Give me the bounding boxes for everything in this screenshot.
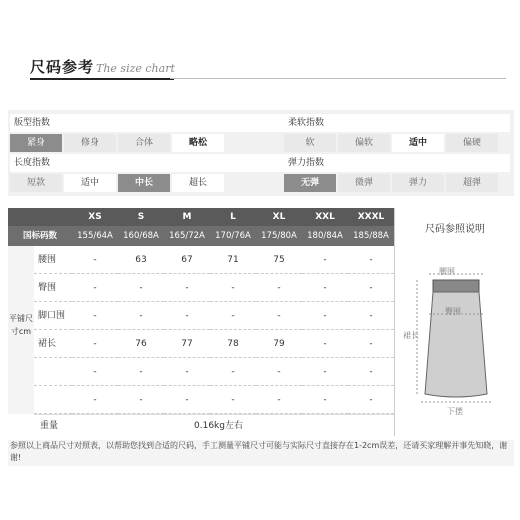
measurement-label: 脚口围 <box>34 302 72 330</box>
measurement-value: - <box>210 358 256 386</box>
size-code: 155/64A <box>72 226 118 246</box>
measurement-value: - <box>256 274 302 302</box>
measurement-label: 腰围 <box>34 246 72 274</box>
measurement-value: - <box>348 386 394 414</box>
measurement-value: - <box>302 330 348 358</box>
size-code: 160/68A <box>118 226 164 246</box>
measurement-value: - <box>164 358 210 386</box>
weight-label: 重量 <box>40 421 59 431</box>
size-header: XL <box>256 208 302 226</box>
measurement-value: - <box>118 386 164 414</box>
softness-index-label: 柔软指数 <box>284 114 510 132</box>
measurement-value: - <box>164 386 210 414</box>
header-divider <box>170 78 506 79</box>
measurement-value: - <box>256 386 302 414</box>
measurement-value: 76 <box>118 330 164 358</box>
fit-option-selected: 略松 <box>172 134 224 152</box>
fit-index-label: 版型指数 <box>10 114 284 132</box>
measurement-value: - <box>348 330 394 358</box>
measurement-value: - <box>72 302 118 330</box>
size-code: 165/72A <box>164 226 210 246</box>
diagram-hem-label: 下摆 <box>447 407 463 416</box>
measurement-value: - <box>210 386 256 414</box>
measurement-value: - <box>118 358 164 386</box>
diagram-waist-label: 腰围 <box>439 267 455 276</box>
size-header: XXL <box>302 208 348 226</box>
measurement-value: - <box>256 358 302 386</box>
fit-option: 紧身 <box>10 134 62 152</box>
measurement-value: - <box>72 246 118 274</box>
measurement-value: - <box>72 386 118 414</box>
section-title: 尺码参考 <box>30 58 95 76</box>
measurement-value: 79 <box>256 330 302 358</box>
size-code: 175/80A <box>256 226 302 246</box>
measurement-value: - <box>348 274 394 302</box>
flat-size-label: 平铺尺寸cm <box>8 246 34 414</box>
fit-option: 修身 <box>64 134 116 152</box>
diagram-hip-label: 臀围 <box>445 307 461 316</box>
measurement-value: - <box>210 274 256 302</box>
size-code: 185/88A <box>348 226 394 246</box>
elasticity-index-label: 弹力指数 <box>284 154 510 172</box>
weight-row <box>34 414 394 436</box>
diagram-title: 尺码参照说明 <box>425 224 485 235</box>
size-header: XXXL <box>348 208 394 226</box>
measurement-value: 63 <box>118 246 164 274</box>
measurement-value: - <box>302 246 348 274</box>
length-option: 超长 <box>172 174 224 192</box>
softness-option-selected: 适中 <box>392 134 444 152</box>
softness-option: 软 <box>284 134 336 152</box>
measurement-value: - <box>72 358 118 386</box>
measurement-label <box>34 386 72 414</box>
elasticity-option: 超弹 <box>446 174 498 192</box>
size-diagram <box>394 208 514 436</box>
measurement-label <box>34 358 72 386</box>
measurement-value: - <box>72 274 118 302</box>
measurement-value: - <box>302 358 348 386</box>
title-underline <box>30 78 174 80</box>
measurement-label: 裙长 <box>34 330 72 358</box>
measurement-value: - <box>302 386 348 414</box>
size-disclaimer: 参照以上商品尺寸对照表，以帮助您找到合适的尺码，手工测量平铺尺寸可能与实际尺寸直接存在1-2cm误差，还请买家理解并事先知晓，谢谢! <box>8 440 514 466</box>
measurement-value: - <box>210 302 256 330</box>
length-index-label: 长度指数 <box>10 154 284 172</box>
elasticity-option: 微弹 <box>338 174 390 192</box>
measurement-value: - <box>302 274 348 302</box>
measurement-value: 67 <box>164 246 210 274</box>
measurement-value: - <box>348 246 394 274</box>
attribute-grid <box>8 110 514 196</box>
section-subtitle: The size chart <box>96 62 175 75</box>
size-header: M <box>164 208 210 226</box>
measurement-value: - <box>348 302 394 330</box>
measurement-value: 77 <box>164 330 210 358</box>
elasticity-option-selected: 无弹 <box>284 174 336 192</box>
length-option: 短款 <box>10 174 62 192</box>
measurement-value: - <box>118 274 164 302</box>
measurement-value: - <box>72 330 118 358</box>
softness-option: 偏硬 <box>446 134 498 152</box>
diagram-length-label: 裙长 <box>403 331 419 340</box>
measurement-value: - <box>164 274 210 302</box>
measurement-label: 臀围 <box>34 274 72 302</box>
size-header: L <box>210 208 256 226</box>
size-header-corner <box>8 208 72 226</box>
size-header: XS <box>72 208 118 226</box>
code-header-label: 国标码数 <box>8 226 72 246</box>
length-option: 适中 <box>64 174 116 192</box>
measurement-value: 71 <box>210 246 256 274</box>
measurement-value: 78 <box>210 330 256 358</box>
length-option-selected: 中长 <box>118 174 170 192</box>
measurement-value: - <box>164 302 210 330</box>
fit-option: 合体 <box>118 134 170 152</box>
size-header: S <box>118 208 164 226</box>
measurement-value: - <box>302 302 348 330</box>
measurement-value: - <box>348 358 394 386</box>
measurement-value: - <box>256 302 302 330</box>
weight-value: 0.16kg左右 <box>194 421 243 431</box>
measurement-value: - <box>118 302 164 330</box>
size-code: 170/76A <box>210 226 256 246</box>
measurement-value: 75 <box>256 246 302 274</box>
softness-option: 偏软 <box>338 134 390 152</box>
elasticity-option: 弹力 <box>392 174 444 192</box>
size-table <box>8 208 514 436</box>
size-code: 180/84A <box>302 226 348 246</box>
